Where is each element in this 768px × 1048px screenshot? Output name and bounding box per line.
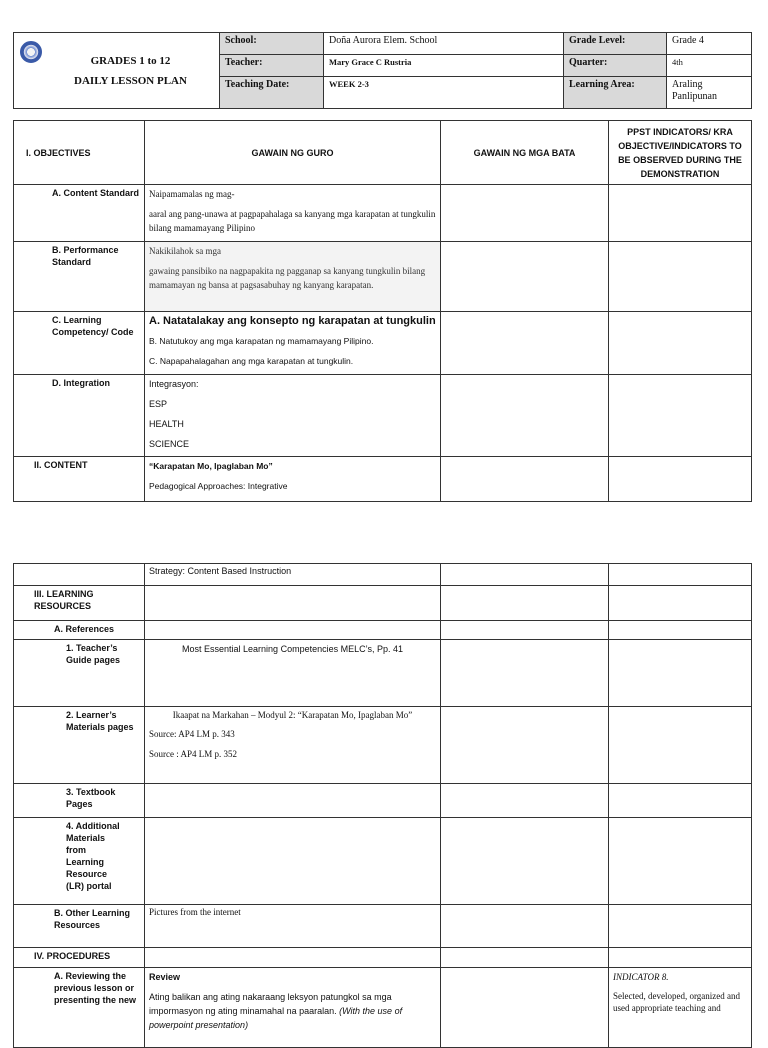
additional-materials-guro [145,818,441,905]
performance-standard-label: B. Performance Standard [14,242,145,312]
performance-standard-ppst [609,242,752,312]
teacher-label: Teacher: [220,55,324,77]
learning-competency-text [145,312,441,375]
content-standard-label: A. Content Standard [14,185,145,242]
indicator-text: Selected, developed, organized and used appropriate teaching and [613,991,741,1013]
content-standard-ppst [609,185,752,242]
strategy-bata [441,564,609,586]
learning-area-value: Araling Panlipunan [667,77,752,109]
learners-materials-label: 2. Learner’s Materials pages [14,707,145,784]
integration-label: D. Integration [14,375,145,457]
review-body [149,990,436,1032]
references-bata [441,621,609,640]
objectives-table [13,120,752,502]
strategy-ppst [609,564,752,586]
review-title: Review [149,972,181,982]
other-resources-bata [441,905,609,948]
header-title-line2: DAILY LESSON PLAN [74,74,187,87]
teacher-value: Mary Grace C Rustria [324,55,564,77]
quarter-label: Quarter: [564,55,667,77]
learning-resources-ppst [609,586,752,621]
review-body-italic: (With the use of powerpoint presentation) [149,1006,403,1030]
objectives-header: I. OBJECTIVES [14,121,145,185]
teaching-date-label: Teaching Date: [220,77,324,109]
learning-competency-bata [441,312,609,375]
content-standard-bata [441,185,609,242]
teachers-guide-value: Most Essential Learning Competencies MELC’s, Pp. 41 [145,640,441,707]
learning-competency-line2: B. Natutukoy ang mga karapatan ng mamamayang Pilipino. [149,336,374,346]
content-section-text [145,457,441,502]
grade-level-label: Grade Level: [564,33,667,55]
performance-standard-line2: gawaing pansibiko na nagpapakita ng pagganap sa kanyang tungkulin bilang mamamayan ng bansa at pagsasabuhay ng kanyang karapatan. [149,266,426,290]
integration-item: Integrasyon: [149,379,199,389]
learning-resources-label: III. LEARNING RESOURCES [14,586,145,621]
integration-ppst [609,375,752,457]
review-body-text: Ating balikan ang ating nakaraang leksyon patungkol sa mga impormasyon ng ating minamahal na paaralan. [149,992,392,1016]
learners-materials-bata [441,707,609,784]
teachers-guide-label: 1. Teacher’s Guide pages [14,640,145,707]
textbook-pages-guro [145,784,441,818]
procedures-bata [441,948,609,968]
procedures-ppst [609,948,752,968]
textbook-pages-label: 3. Textbook Pages [14,784,145,818]
content-standard-line2: aaral ang pang-unawa at pagpapahalaga sa kanyang mga karapatan at tungkulin bilang mamamayang Pilipino [149,209,436,233]
references-ppst [609,621,752,640]
content-standard-line1: Naipamamalas ng mag- [149,189,235,199]
content-standard-text [145,185,441,242]
teaching-date-value: WEEK 2-3 [324,77,564,109]
ppst-indicators-header: PPST INDICATORS/ KRA OBJECTIVE/INDICATORS TO BE OBSERVED DURING THE DEMONSTRATION [609,121,752,185]
performance-standard-line1: Nakikilahok sa mga [149,246,221,256]
content-ppst [609,457,752,502]
learners-materials-ppst [609,707,752,784]
integration-item: HEALTH [149,419,184,429]
content-bata [441,457,609,502]
source-line: Source: AP4 LM p. 343 [149,729,235,739]
strategy-text: Strategy: Content Based Instruction [145,564,441,586]
references-guro [145,621,441,640]
review-bata [441,968,609,1048]
source-line: Source : AP4 LM p. 352 [149,749,238,759]
textbook-pages-bata [441,784,609,818]
learning-competency-ppst [609,312,752,375]
teachers-guide-bata [441,640,609,707]
integration-item: ESP [149,399,168,409]
integration-bata [441,375,609,457]
review-label: A. Reviewing the previous lesson or presenting the new [14,968,145,1048]
header-title-line1: GRADES 1 to 12 [90,54,171,67]
references-label: A. References [14,621,145,640]
content-section-label: II. CONTENT [14,457,145,502]
header-title-cell [14,33,220,109]
textbook-pages-ppst [609,784,752,818]
school-label: School: [220,33,324,55]
content-title: “Karapatan Mo, Ipaglaban Mo” [149,461,273,471]
other-resources-label: B. Other Learning Resources [14,905,145,948]
performance-standard-text [145,242,441,312]
indicator-cell [609,968,752,1048]
learning-competency-line3: C. Napapahalagahan ang mga karapatan at tungkulin. [149,356,354,366]
learning-resources-bata [441,586,609,621]
learners-materials-value: Ikaapat na Markahan – Modyul 2: “Karapatan Mo, Ipaglaban Mo” [172,710,413,720]
additional-materials-ppst [609,818,752,905]
learning-resources-guro [145,586,441,621]
gawain-bata-header: GAWAIN NG MGA BATA [441,121,609,185]
review-text [145,968,441,1048]
indicator-title: INDICATOR 8. [613,972,669,982]
additional-materials-label: 4. Additional Materials from Learning Resource (LR) portal [14,818,145,905]
integration-text [145,375,441,457]
procedures-guro [145,948,441,968]
learning-competency-line1: A. Natatalakay ang konsepto ng karapatan at tungkulin [149,315,436,327]
deped-seal-icon [20,41,42,63]
performance-standard-bata [441,242,609,312]
learning-competency-label: C. Learning Competency/ Code [14,312,145,375]
other-resources-ppst [609,905,752,948]
quarter-value: 4th [667,55,752,77]
gawain-guro-header: GAWAIN NG GURO [145,121,441,185]
learners-materials-text [145,707,441,784]
strategy-label-cell [14,564,145,586]
school-value: Doña Aurora Elem. School [324,33,564,55]
additional-materials-bata [441,818,609,905]
grade-level-value: Grade 4 [667,33,752,55]
learning-area-label: Learning Area: [564,77,667,109]
teachers-guide-ppst [609,640,752,707]
procedures-label: IV. PROCEDURES [14,948,145,968]
lesson-plan-header [13,32,752,109]
pedagogical-approaches: Pedagogical Approaches: Integrative [149,481,288,491]
resources-table [13,563,752,1048]
integration-item: SCIENCE [149,439,190,449]
other-resources-value: Pictures from the internet [145,905,441,948]
